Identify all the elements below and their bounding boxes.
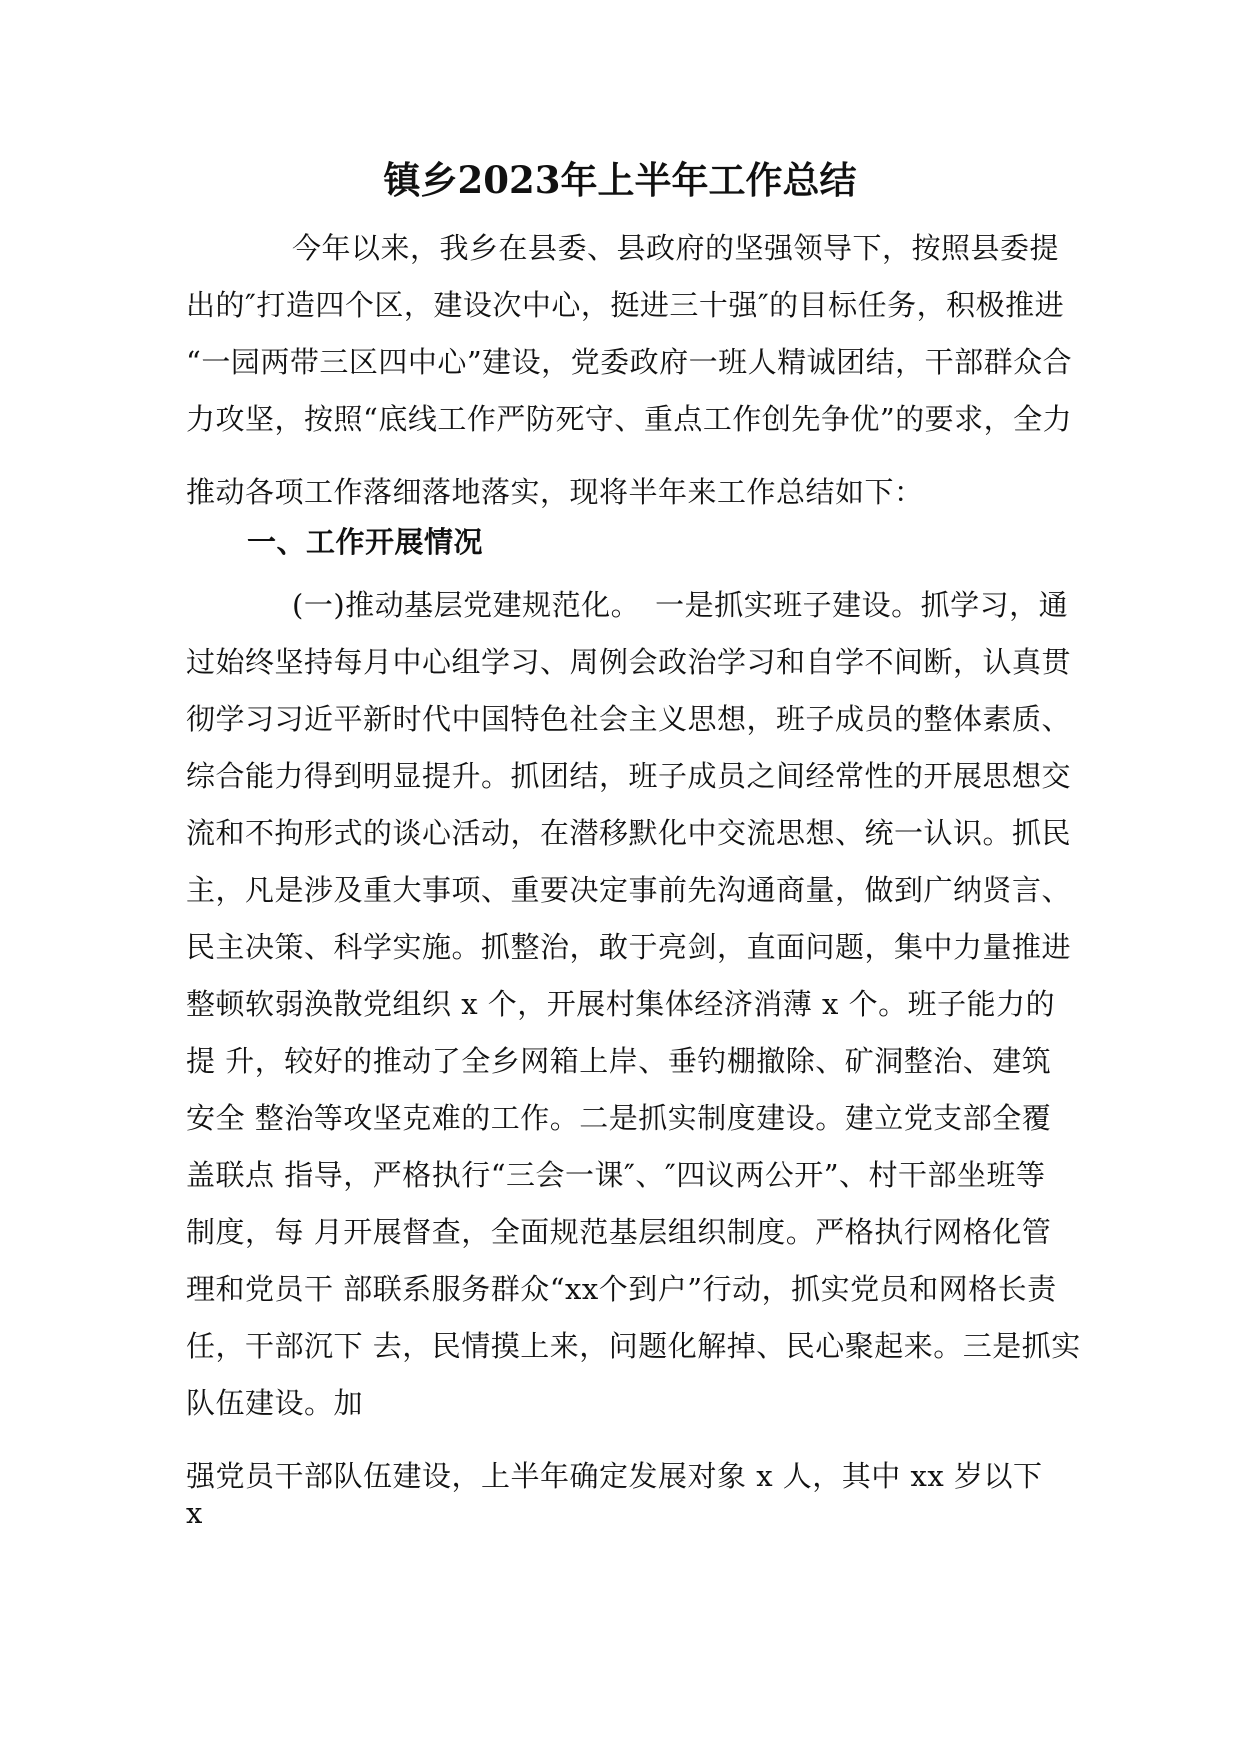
paragraph-line: 流和不拘形式的谈心活动，在潜移默化中交流思想、统一认识。抓民: [186, 816, 1072, 850]
paragraph-line: x: [186, 1496, 203, 1530]
paragraph-line: “一园两带三区四中心”建设，党委政府一班人精诚团结，干部群众合: [186, 345, 1073, 379]
paragraph-line: 制度，每 月开展督查，全面规范基层组织制度。严格执行网格化管: [186, 1215, 1052, 1249]
document-title: 镇乡2023年上半年工作总结: [383, 158, 857, 202]
paragraph-line: 主，凡是涉及重大事项、重要决定事前先沟通商量，做到广纳贤言、: [186, 873, 1072, 907]
paragraph-line: 提 升，较好的推动了全乡网箱上岸、垂钓棚撤除、矿洞整治、建筑: [186, 1044, 1052, 1078]
paragraph-line: 任，干部沉下 去，民情摸上来，问题化解掉、民心聚起来。三是抓实: [186, 1329, 1081, 1363]
section-heading: 一、工作开展情况: [247, 525, 484, 559]
paragraph-line: 力攻坚，按照“底线工作严防死守、重点工作创先争优”的要求，全力: [186, 402, 1073, 436]
paragraph-line: 盖联点 指导，严格执行“三会一课″、″四议两公开”、村干部坐班等: [186, 1158, 1046, 1192]
paragraph-line: 彻学习习近平新时代中国特色社会主义思想，班子成员的整体素质、: [186, 702, 1072, 736]
paragraph-line: 安全 整治等攻坚克难的工作。二是抓实制度建设。建立党支部全覆: [186, 1101, 1052, 1135]
paragraph-line: 强党员干部队伍建设，上半年确定发展对象 x 人，其中 xx 岁以下: [186, 1459, 1043, 1493]
paragraph-line: 综合能力得到明显提升。抓团结，班子成员之间经常性的开展思想交: [186, 759, 1072, 793]
paragraph-line: 民主决策、科学实施。抓整治，敢于亮剑，直面问题，集中力量推进: [186, 930, 1072, 964]
paragraph-line: 推动各项工作落细落地落实，现将半年来工作总结如下：: [186, 475, 924, 509]
paragraph-line: (一)推动基层党建规范化。 一是抓实班子建设。抓学习，通: [292, 588, 1069, 622]
paragraph-line: 出的″打造四个区，建设次中心，挺进三十强″的目标任务，积极推进: [186, 288, 1065, 322]
paragraph-line: 整顿软弱涣散党组织 x 个，开展村集体经济消薄 x 个。班子能力的: [186, 987, 1056, 1021]
paragraph-line: 过始终坚持每月中心组学习、周例会政治学习和自学不间断，认真贯: [186, 645, 1072, 679]
paragraph-line: 今年以来，我乡在县委、县政府的坚强领导下，按照县委提: [292, 231, 1060, 265]
paragraph-line: 队伍建设。加: [186, 1386, 364, 1420]
paragraph-line: 理和党员干 部联系服务群众“xx个到户”行动，抓实党员和网格长责: [186, 1272, 1057, 1306]
